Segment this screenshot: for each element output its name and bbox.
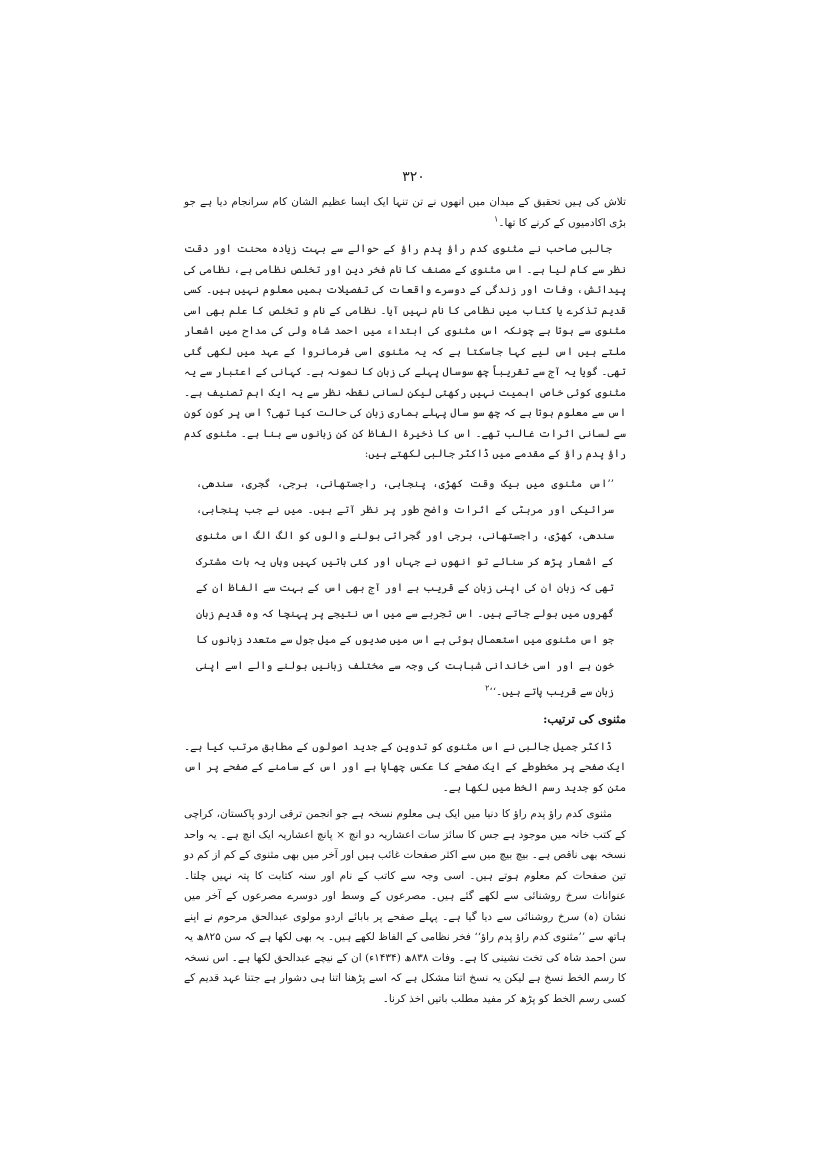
paragraph-main: جالبی صاحب نے مثنوی کدم راؤ پدم راؤ کے حوالے سے بہت زیادہ محنت اور دقت نظر سے کام لیا ہے۔ اس مثنوی کے مصنف کا نام فخر دین اور تخلص نظامی ہے، نظامی کی پیدائش، وفات اور زندگی کے دوسرے واقعات کی تفصیلات ہمیں معلوم نہیں ہیں۔ کسی قدیم تذکرے یا کتاب میں نظامی کا نام نہیں آیا۔ نظامی کے نام و تخلص کا علم بھی اسی مثنوی سے ہوتا ہے چونکہ اس مثنوی کی ابتداء میں احمد شاہ ولی کی مداح میں اشعار ملتے ہیں اس لیے کہا جاسکتا ہے کہ یہ مثنوی اسی فرمانروا کے عہد میں لکھی گئی تھی۔ گویا یہ آج سے تقریباً چھ سوسال پہلے کی زبان کا نمونہ ہے۔ کہانی کے اعتبار سے یہ مثنوی کوئی خاص اہمیت نہیں رکھتی لیکن لسانی نقطہ نظر سے یہ ایک اہم تصنیف ہے۔ اس سے معلوم ہوتا ہے کہ چھ سو سال پہلے ہماری زبان کی حالت کیا تھی؟ اس پر کون کون سے لسانی اثرات غالب تھے۔ اس کا ذخیرۂ الفاظ کن کن زبانوں سے بنا ہے۔ مثنوی کدم راؤ پدم راؤ کے مقدمے میں ڈاکٹر جالبی لکھتے ہیں:	[184, 243, 626, 460]
section-paragraph-2: مثنوی کدم راؤ پدم راؤ کا دنیا میں ایک ہی معلوم نسخہ ہے جو انجمن ترقی اردو پاکستان، کراچی کے کتب خانہ میں موجود ہے جس کا سائز سات اعشاریہ دو انچ × پانچ اعشاریہ ایک انچ ہے۔ یہ واحد نسخہ بھی ناقص ہے۔ بیچ بیچ میں سے اکثر صفحات غائب ہیں اور آخر میں بھی مثنوی کے کم از کم دو تین صفحات کم معلوم ہوتے ہیں۔ اسی وجہ سے کاتب کے نام اور سنہ کتابت کا پتہ نہیں چلتا۔ عنوانات سرخ روشنائی سے لکھے گئے ہیں۔ مصرعوں کے وسط اور دوسرے مصرعوں کے آخر میں نشان (ہ) سرخ روشنائی سے دیا گیا ہے۔ پہلے صفحے پر بابائے اردو مولوی عبدالحق مرحوم نے اپنے ہاتھ سے ’’مثنوی کدم راؤ پدم راؤ‘‘ فخر نظامی کے الفاظ لکھے ہیں۔ یہ بھی لکھا ہے کہ سن ۸۲۵ھ یہ سن احمد شاہ کی تخت نشینی کا ہے۔ وفات ۸۳۸ھ (۱۴۳۴ء) ان کے نیچے عبدالحق لکھا ہے۔ اس نسخہ کا رسم الخط نسخ ہے لیکن یہ نسخ اتنا مشکل ہے کہ اسے پڑھنا اتنا ہی دشوار ہے جتنا عہد قدیم کے کسی رسم الخط کو پڑھ کر مفید مطلب باتیں اخذ کرنا۔	[184, 808, 626, 1005]
section-paragraph-1: ڈاکٹر جمیل جالبی نے اس مثنوی کو تدوین کے جدید اصولوں کے مطابق مرتب کیا ہے۔ ایک صفحے پر مخطوطے کے ایک صفحے کا عکس چھاپا ہے اور اس کے سامنے کے صفحے پر اس متن کو جدید رسم الخط میں لکھا ہے۔	[184, 740, 626, 794]
footnote-ref-1: ۱	[494, 214, 499, 223]
paragraph-intro	[184, 192, 626, 233]
block-quote-text: ’’اس مثنوی میں بیک وقت کھڑی، پنجابی، راجستھانی، برجی، گجری، سندھی، سرائیکی اور مرہٹی کے اثرات واضح طور پر نظر آتے ہیں۔ میں نے جب پنجابی، سندھی، کھڑی، راجستھانی، برجی اور گجراتی بولنے والوں کو الگ الگ اس مثنوی کے اشعار پڑھ کر سنائے تو انھوں نے جہاں اور کئی باتیں کہیں وہاں یہ بات مشترک تھی کہ زبان ان کی اپنی زبان کے قریب ہے اور آج بھی اس کے بہت سے الفاظ ان کے گھروں میں بولے جاتے ہیں۔ اس تجربے سے میں اس نتیجے پر پہنچا کہ وہ قدیم زبان جو اس مثنوی میں استعمال ہوئی ہے اس میں صدیوں کے میل جول سے متعدد زبانوں کا خون ہے اور اسی خاندانی شباہت کی وجہ سے مختلف زبانیں بولنے والے اسے اپنی زبان سے قریب پاتے ہیں۔‘‘	[196, 477, 614, 698]
footnote-ref-2: ۲	[485, 683, 490, 692]
paragraph-intro-text: تلاش کی ہیں تحقیق کے میدان میں انھوں نے تن تنہا ایک ایسا عظیم الشان کام سرانجام دیا ہے جو بڑی اکادمیوں کے کرنے کا تھا۔	[184, 196, 626, 229]
block-quote	[196, 471, 614, 705]
page-content	[184, 192, 626, 1015]
section-heading: مثنوی کی ترتیب:	[543, 711, 626, 726]
page-number: ۳۲۰	[402, 169, 425, 185]
